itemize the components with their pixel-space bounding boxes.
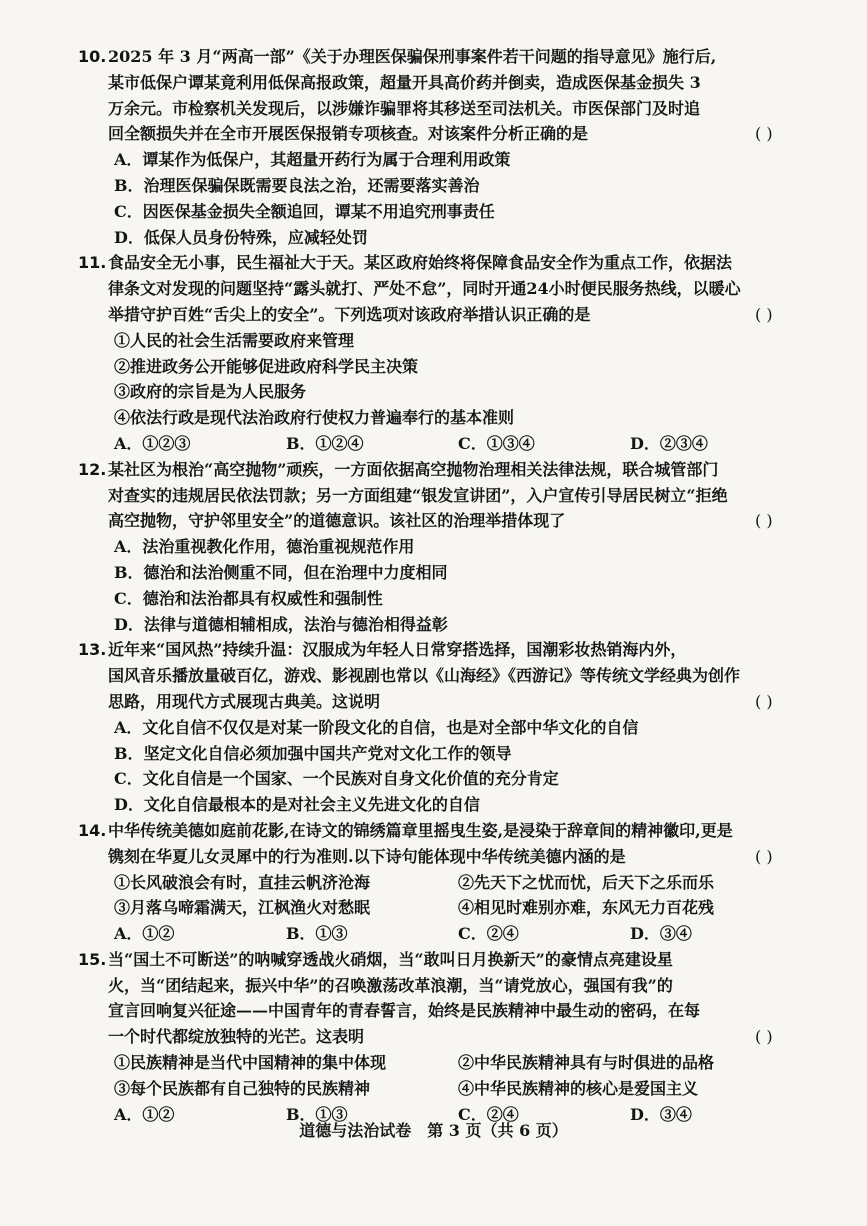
statements-grid (108, 1050, 805, 1102)
answer-bracket: ( ) (755, 846, 773, 866)
option-c: C．①③④ (458, 433, 535, 453)
statement-4: ④依法行政是现代法治政府行使权力普遍奉行的基本准则 (114, 408, 515, 428)
question-12 (78, 457, 805, 638)
option-a: A．谭某作为低保户，其超量开药行为属于合理利用政策 (114, 150, 511, 170)
answer-bracket: ( ) (755, 511, 773, 531)
question-number: 15. (78, 949, 107, 969)
stem-line: 近年来“国风热”持续升温：汉服成为年轻人日常穿搭选择，国潮彩妆热销海内外， (108, 640, 687, 660)
stem-line: 宣言回响复兴征途——中国青年的青春誓言，始终是民族精神中最生动的密码，在每 (108, 1001, 701, 1021)
question-number: 10. (78, 47, 107, 66)
statement-3: ③每个民族都有自己独特的民族精神 (114, 1078, 371, 1098)
option-c: C．②④ (458, 924, 519, 944)
stem-line: 对查实的违规居民依法罚款；另一方面组建“银发宣讲团”，入户宣传引导居民树立“拒绝 (108, 485, 728, 505)
question-number: 13. (78, 640, 107, 660)
statement-2: ②推进政务公开能够促进政府科学民主决策 (114, 356, 419, 376)
question-13 (78, 637, 805, 818)
stem-line: 律条文对发现的问题坚持“露头就打、严处不怠”，同时开通24小时便民服务热线，以暖心 (108, 279, 741, 299)
stem-line: 某市低保户谭某竟利用低保高报政策，超量开具高价药并倒卖，造成医保基金损失 3 (108, 72, 701, 92)
question-stem (108, 818, 805, 870)
statement-4: ④相见时难别亦难，东风无力百花残 (458, 898, 715, 918)
stem-line: 2025 年 3 月“两高一部”《关于办理医保骗保刑事案件若干问题的指导意见》施行后, (108, 47, 717, 66)
question-stem (108, 637, 805, 714)
option-a: A．法治重视教化作用，德治重视规范作用 (114, 537, 415, 557)
stem-line: 食品安全无小事，民生福祉大于天。某区政府始终将保障食品安全作为重点工作，依据法 (108, 253, 733, 273)
statements-grid (108, 870, 805, 922)
question-stem (108, 250, 805, 327)
question-stem (108, 457, 805, 534)
question-number: 12. (78, 459, 107, 479)
answer-bracket: ( ) (755, 1027, 773, 1047)
statement-1: ①长风破浪会有时，直挂云帆济沧海 (114, 872, 371, 892)
stem-line: 当“国土不可断送”的呐喊穿透战火硝烟，当“敢叫日月换新天”的豪情点亮建设星 (108, 949, 673, 969)
statement-1: ①人民的社会生活需要政府来管理 (114, 330, 355, 350)
option-c: C．②④ (458, 1104, 519, 1124)
question-10 (78, 44, 805, 250)
option-d: D．文化自信最根本的是对社会主义先进文化的自信 (114, 795, 480, 815)
stem-line: 回全额损失并在全市开展医保报销专项核查。对该案件分析正确的是 (108, 124, 589, 144)
stem-line: 万余元。市检察机关发现后，以涉嫌诈骗罪将其移送至司法机关。市医保部门及时追 (108, 98, 701, 118)
stem-line: 某社区为根治“高空抛物”顽疾，一方面依据高空抛物治理相关法律法规，联合城管部门 (108, 459, 719, 479)
question-stem (108, 947, 805, 1050)
question-15 (78, 947, 805, 1128)
option-b: B．坚定文化自信必须加强中国共产党对文化工作的领导 (114, 743, 512, 763)
option-d: D．③④ (630, 1104, 692, 1124)
option-c: C．德治和法治都具有权威性和强制性 (114, 588, 383, 608)
options-row (108, 921, 805, 947)
option-d: D．法律与道德相辅相成，法治与德治相得益彰 (114, 614, 448, 634)
statement-4: ④中华民族精神的核心是爱国主义 (458, 1078, 699, 1098)
statement-3: ③月落乌啼霜满天，江枫渔火对愁眠 (114, 898, 371, 918)
statement-1: ①民族精神是当代中国精神的集中体现 (114, 1053, 387, 1073)
option-c: C．文化自信是一个国家、一个民族对自身文化价值的充分肯定 (114, 769, 559, 789)
question-number: 11. (78, 253, 107, 273)
question-stem (108, 44, 805, 147)
option-d: D．低保人员身份特殊，应减轻处罚 (114, 227, 368, 247)
question-11 (78, 250, 805, 456)
statement-2: ②先天下之忧而忧，后天下之乐而乐 (458, 872, 715, 892)
question-number: 14. (78, 820, 107, 840)
option-a: A．文化自信不仅仅是对某一阶段文化的自信，也是对全部中华文化的自信 (114, 717, 639, 737)
option-b: B．①③ (286, 1104, 348, 1124)
option-a: A．①②③ (114, 433, 191, 453)
stem-line: 思路，用现代方式展现古典美。这说明 (108, 691, 381, 711)
question-14 (78, 818, 805, 947)
stem-line: 火，当“团结起来，振兴中华”的召唤激荡改革浪潮，当“请党放心，强国有我”的 (108, 975, 673, 995)
option-a: A．①② (114, 924, 175, 944)
answer-bracket: ( ) (755, 124, 773, 144)
stem-line: 举措守护百姓“舌尖上的安全”。下列选项对该政府举措认识正确的是 (108, 304, 591, 324)
option-b: B．①②④ (286, 433, 364, 453)
page-footer: 道德与法治试卷 第 3 页（共 6 页） (299, 1121, 568, 1140)
answer-bracket: ( ) (755, 691, 773, 711)
option-b: B．治理医保骗保既需要良法之治，还需要落实善治 (114, 175, 480, 195)
stem-line: 镌刻在华夏儿女灵犀中的行为准则.以下诗句能体现中华传统美德内涵的是 (108, 846, 626, 866)
statement-3: ③政府的宗旨是为人民服务 (114, 382, 307, 402)
option-b: B．①③ (286, 924, 348, 944)
option-d: D．②③④ (630, 433, 708, 453)
stem-line: 一个时代都绽放独特的光芒。这表明 (108, 1027, 365, 1047)
stem-line: 高空抛物，守护邻里安全”的道德意识。该社区的治理举措体现了 (108, 511, 566, 531)
option-b: B．德治和法治侧重不同，但在治理中力度相同 (114, 562, 448, 582)
option-c: C．因医保基金损失全额追回，谭某不用追究刑事责任 (114, 201, 495, 221)
option-d: D．③④ (630, 924, 692, 944)
statement-2: ②中华民族精神具有与时俱进的品格 (458, 1053, 715, 1073)
answer-bracket: ( ) (755, 304, 773, 324)
option-a: A．①② (114, 1104, 175, 1124)
options-row (108, 431, 805, 457)
stem-line: 国风音乐播放量破百亿，游戏、影视剧也常以《山海经》《西游记》等传统文学经典为创作 (108, 666, 741, 686)
stem-line: 中华传统美德如庭前花影,在诗文的锦绣篇章里摇曳生姿,是浸染于辞章间的精神徽印,更是 (108, 820, 733, 840)
